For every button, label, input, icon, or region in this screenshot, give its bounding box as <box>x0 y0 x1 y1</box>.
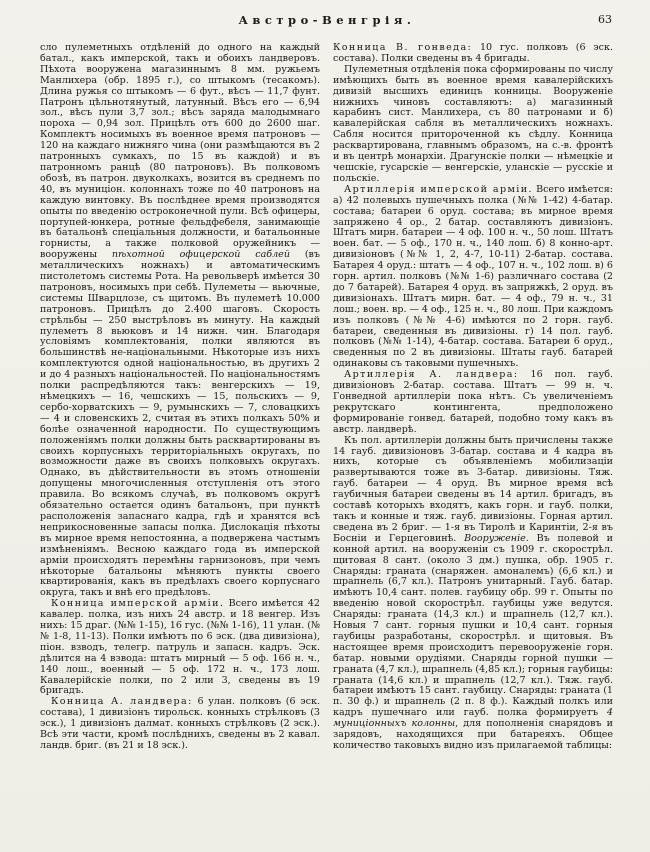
paragraph-lead: Артиллерія имперской арміи. <box>344 183 533 195</box>
paragraph-text: Всего имѣется: а) 42 полевыхъ пушечныхъ полка (№№ 1-42) 4-батар. состава; батареи 6 оруд. состава; въ мирное время запряжено 4 ор., 2 батар. составляютъ дивизіонъ. Штатъ мирн. батареи — 4 оф. 100 н. ч., 50 лош. Штатъ воен. бат. — 5 оф., 170 н. ч., 140 лош. б) 8 конно-арт. дивизіоновъ (№№ 1, 2, 4-7, 10-11) 2-батар. состава. Батарея 4 оруд.: штатъ — 4 оф., 107 н. ч., 102 лош. в) 6 горн. артил. полковъ (№№ 1-6) различнаго состава (2 до 7 батарей). Батарея 4 оруд. въ запряжкѣ, 2 оруд. въ дивизіонахъ. Штатъ мирн. бат. — 4 оф., 79 н. ч., 31 лош.; воен. вр. — 4 оф., 125 н. ч., 80 лош. При каждомъ изъ полковъ (№№ 4-6) имѣются по 2 горн. гауб. батареи, сведенныя въ дивизіоны. г) 14 пол. гауб. полковъ (№№ 1-14), 4-батар. состава. Батареи 6 оруд., сведенныя по 2 въ дивизіоны. Штаты гауб. батарей одинаковы съ таковыми пушечныхъ. <box>333 183 613 370</box>
paragraph-text: Къ пол. артиллеріи должны быть причислены также 14 гауб. дивизіоновъ 3-батар. состава и 4 кадра въ нихъ, которые съ объявленіемъ мобилизаціи развертываются тоже въ 3-батар. дивизіоны. Тяж. гауб. батареи — 4 оруд. Въ мирное время всѣ гаубичныя батареи сведены въ 14 артил. бригадъ, въ составѣ которыхъ входятъ, какъ горн. и гауб. полки, такъ и конные и тяж. гауб. дивизіоны. Горная артил. сведена въ 2 бриг. — 1-я въ Тиролѣ и Каринтіи, 2-я въ Босніи и Герцеговинѣ. <box>333 434 613 544</box>
right-column <box>333 43 613 752</box>
text-columns <box>40 43 614 752</box>
page-number: 63 <box>598 13 612 26</box>
paragraph <box>333 436 613 752</box>
paragraph-text: 16 пол. гауб. дивизіоновъ 2-батар. состава. Штатъ — 99 н. ч. Гонведной артиллеріи пока нѣтъ. Съ увеличеніемъ рекрутскаго контингента, предположено формированіе гонвед. батарей, подобно тому какъ въ австр. ландверѣ. <box>333 369 613 435</box>
paragraph-text: Пулеметныя отдѣленія пока сформированы по числу имѣющихъ быть въ военное время кавалерійскихъ дивизій высшихъ единицъ конницы. Вооруженіе нижнихъ чиновъ составляютъ: а) магазинный карабинъ сист. Манлихера, съ 80 патронами и б) кавалерійская сабля въ металлическихъ ножнахъ. Сабля носится притороченной къ сѣдлу. Конница расквартирована, главнымъ образомъ, на с.-в. фронтѣ и въ центрѣ монархіи. Драгунскіе полки — нѣмецкіе и чешскіе, гусарскіе — венгерскіе, уланскіе — русскіе и польскіе. <box>333 63 613 184</box>
paragraph-text: , для пополненія снарядовъ и зарядовъ, находящихся при батареяхъ. Общее количество таковыхъ видно изъ прилагаемой таблицы: <box>333 718 613 751</box>
paragraph <box>333 185 613 370</box>
paragraph <box>40 43 320 599</box>
italic-phrase: пѣхотной офицерской саблей <box>111 249 290 261</box>
paragraph-text: (въ металлическихъ ножнахъ) и автоматическимъ пистолетомъ системы Рота. На револьверѣ имѣется 30 патроновъ, носимыхъ при себѣ. Пулеметы — вьючные, системы Шварцлозе, съ щитомъ. Въ пулеметѣ 10.000 патроновъ. Прицѣлъ до 2.400 шаговъ. Скорость стрѣльбы — 250 выстрѣловъ въ минуту. На каждый пулеметъ 8 вьюковъ и 14 нижн. чин. Благодаря условіямъ комплектованія, полки являются въ большинствѣ не-національными. Нѣкоторые изъ нихъ комплектуются одной національностью, въ другихъ 2 и до 4 разныхъ національностей. По національностямъ полки распредѣляются такъ: венгерскихъ — 19, нѣмецкихъ — 16, чешскихъ — 15, польскихъ — 9, сербо-хорватскихъ — 9, румынскихъ — 7, словацкихъ — 4 и словенскихъ 2, считая въ этихъ полкахъ 50% и болѣе означенной народности. По существующимъ положеніямъ полки должны быть расквартированы въ своихъ корпусныхъ территоріальныхъ округахъ, по возможности даже въ своихъ полковыхъ округахъ. Однако, въ дѣйствительности въ этомъ отношеніи допущены многочисленныя отступленія отъ этого правила. Во всякомъ случаѣ, въ полковомъ округѣ обязательно остается одинъ батальонъ, при пунктѣ расположенія запаснаго кадра, гдѣ и хранятся всѣ неприкосновенные запасы полка. Дислокація пѣхоты въ мирное время непостоянна, а подвержена частымъ измѣненіямъ. Весною каждаго года въ имперской арміи происходятъ перемѣны гарнизоновъ, при чемъ нѣкоторые батальоны мѣняютъ пункты своего квартированія, какъ въ предѣлахъ своего корпуснаго округа, такъ и внѣ его предѣловъ. <box>40 249 320 599</box>
paragraph <box>40 697 320 752</box>
paragraph-lead: Конница имперской арміи. <box>51 598 225 610</box>
page-header <box>40 13 614 35</box>
paragraph-text: 10 гус. полковъ (6 эск. состава). Полки сведены въ 4 бригады. <box>333 42 613 64</box>
paragraph-lead: Конница А. ландвера: <box>51 696 193 708</box>
page-title: Австро-Венгрія. <box>238 13 416 27</box>
left-column <box>40 43 320 752</box>
paragraph-lead: Конница В. гонведа: <box>333 42 473 53</box>
paragraph-text: Всего имѣется 42 кавалер. полка, изъ нихъ 24 австр. и 18 венгер. Изъ нихъ: 15 драг. (№№ 1-15), 16 гус. (№№ 1-16), 11 улан. (№№ 1-8, 11-13). Полки имѣютъ по 6 эск. (два дивизіона), піон. взводъ, телегр. патруль и запасн. кадръ. Эск. дѣлится на 4 взвода: штатъ мирный — 5 оф. 166 н. ч., 140 лош., военный — 5 оф. 172 н. ч., 173 лош. Кавалерійскіе полки, по 2 или 3, сведены въ 19 бригадъ. <box>40 598 320 697</box>
paragraph-text: Въ полевой и конной артил. на вооруженіи съ 1909 г. скорострѣл. щитовая 8 сант. (около 3 дм.) пушка, обр. 1905 г. Снаряды: граната (снаряжен. амоналемъ) (6,6 кл.) и шрапнель (6,7 кл.). Патронъ унитарный. Гауб. батар. имѣютъ 10,4 сант. полев. гаубицу обр. 99 г. Опыты по введенію новой скорострѣл. гаубицы уже ведутся. Снаряды: граната (14,3 кл.) и шрапнель (12,7 кл.). Новыя 7 сант. горныя пушки и 10,4 сант. горныя гаубицы разработаны, скорострѣл. и щитовыя. Въ настоящее время происходитъ перевооруженіе горн. батар. новыми орудіями. Снаряды горной пушки — граната (4,7 кл.), шрапнель (4,85 кл.); горныя гаубицы: граната (14,6 кл.) и шрапнель (12,7 кл.). Тяж. гауб. батареи имѣютъ 15 сант. гаубицу. Снаряды: граната (1 п. 30 ф.) и шрапнель (2 п. 8 ф.). Каждый полкъ или кадръ пушечнаго или гауб. полка формируетъ <box>333 532 613 719</box>
paragraph-text: сло пулеметныхъ отдѣленій до одного на каждый батал., какъ имперской, такъ и обоихъ ландверовъ. Пѣхота вооружена магазиннымъ 8 мм. ружьемъ Манлихера (обр. 1895 г.), со штыкомъ (тесакомъ). Длина ружья со штыкомъ — 6 фут., вѣсъ — 11,7 фунт. Патронъ цѣльнотянутый, латунный. Вѣсъ его — 6,94 зол., вѣсъ пули 3,7 зол.; вѣсъ заряда малодымнаго пороха — 0,94 зол. Прицѣлъ отъ 600 до 2600 шаг. Комплектъ носимыхъ въ военное время патроновъ — 120 на каждаго нижняго чина (они размѣщаются въ 2 патронныхъ сумкахъ, по 15 въ каждой) и въ патронномъ ранцѣ (80 патроновъ). Въ полковомъ обозѣ, въ патрон. двуколкахъ, возится въ среднемъ по 40, въ муниціон. колоннахъ тоже по 40 патроновъ на каждую винтовку. Въ послѣднее время производятся опыты по введенію остроконечной пули. Всѣ офицеры, портупей-юнкера, ротные фельдфебеля, занимающіе въ батальонѣ спеціальныя должности, и батальонные горнисты, а также полковой оружейникъ — вооружены <box>40 42 320 261</box>
italic-phrase: Вооруженіе. <box>464 532 529 544</box>
italic-phrase: 4 муниціонныхъ колонны <box>333 707 613 730</box>
paragraph <box>333 43 613 65</box>
paragraph <box>40 599 320 697</box>
paragraph-text: 6 улан. полковъ (6 эск. состава), 1 дивизіонъ тирольск. конныхъ стрѣлковъ (3 эск.), 1 дивизіонъ далмат. конныхъ стрѣлковъ (2 эск.). Всѣ эти части, кромѣ послѣднихъ, сведены въ 2 кавал. ландв. бриг. (въ 21 и 18 эск.). <box>40 696 320 751</box>
paragraph <box>333 65 613 185</box>
paragraph-lead: Артиллерія А. ландвера: <box>344 369 519 381</box>
paragraph <box>333 370 613 435</box>
